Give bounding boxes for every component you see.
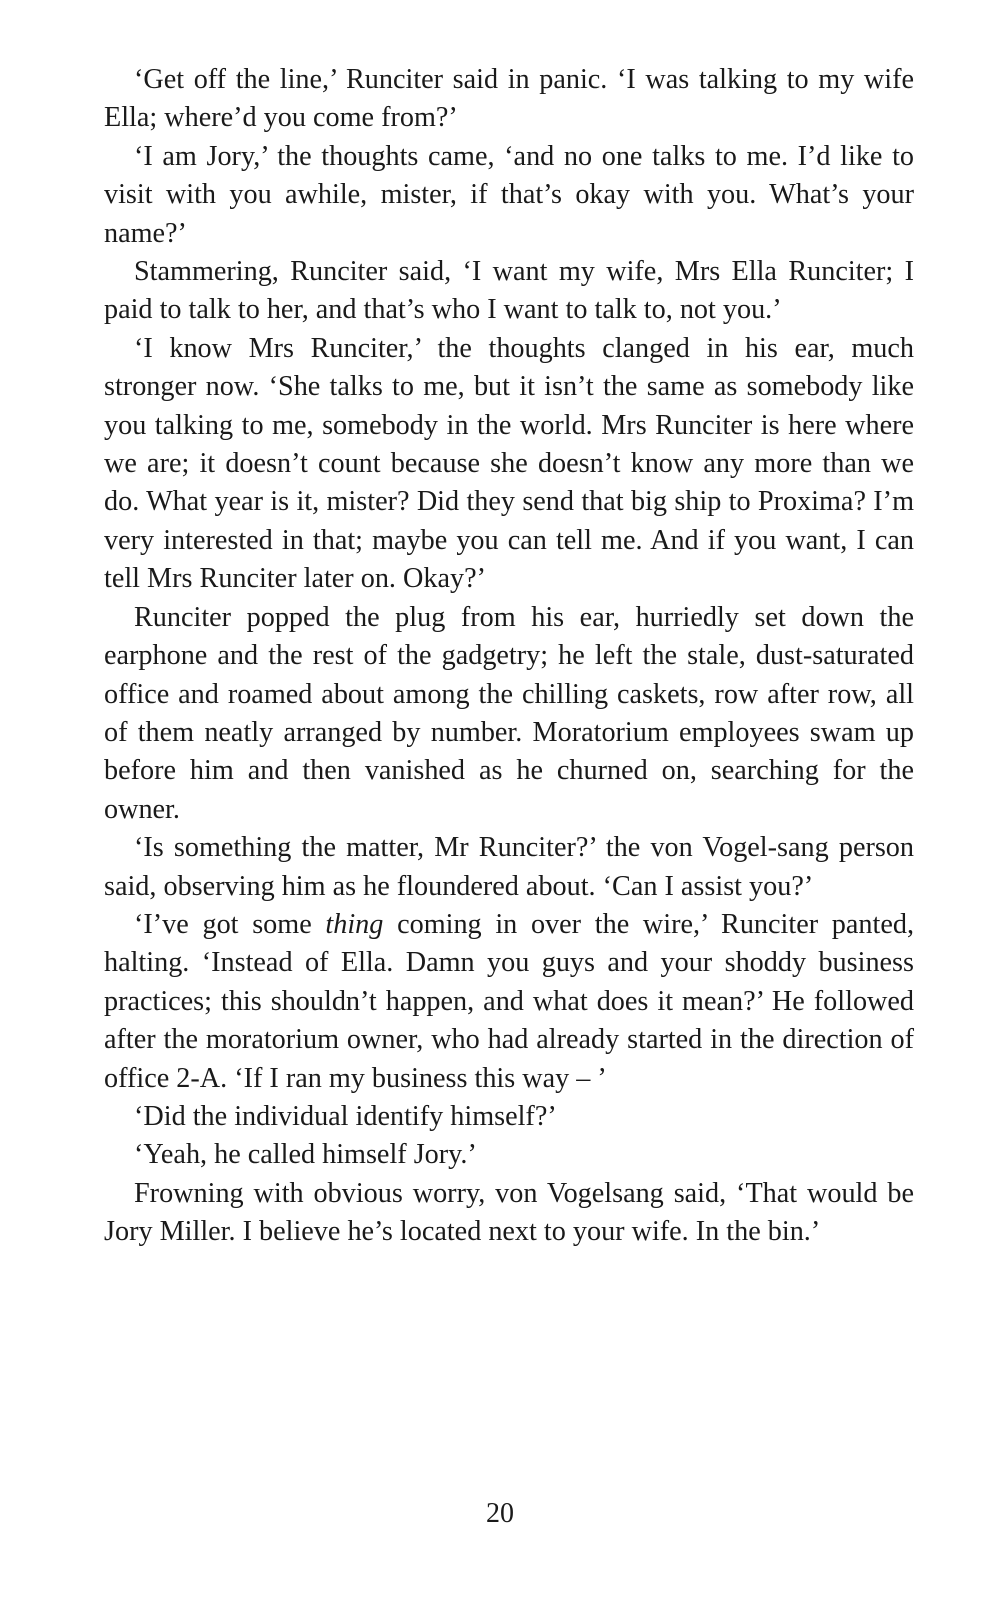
paragraph-7-before: ‘I’ve got some [134,908,326,940]
paragraph-7 [104,906,914,1098]
paragraph-8: ‘Did the individual identify himself?’ [134,1100,557,1132]
paragraph-7-after: coming in over the wire,’ Runciter panted, halting. ‘Instead of Ella. Damn you guys and your shoddy business practices; this shouldn’t happen, and what does it mean?’ He followed after the moratorium owner, who had already started in the direction of office 2-A. ‘If I ran my business this way – ’ [104,908,914,1094]
paragraph-6: ‘Is something the matter, Mr Runciter?’ the von Vogel-sang person said, observing him as he floundered about. ‘Can I assist you?’ [104,832,914,902]
paragraph-2: ‘I am Jory,’ the thoughts came, ‘and no one talks to me. I’d like to visit with you awhile, mister, if that’s okay with you. What’s your name?’ [104,140,914,249]
paragraph-5: Runciter popped the plug from his ear, hurriedly set down the earphone and the rest of the gadgetry; he left the stale, dust-saturated office and roamed about among the chilling caskets, row after row, all of them neatly arranged by number. Moratorium employees swam up before him and then vanished as he churned on, searching for the owner. [104,601,914,825]
paragraph-7-italic: thing [325,908,384,940]
paragraph-10: Frowning with obvious worry, von Vogelsang said, ‘That would be Jory Miller. I believe he’s located next to your wife. In the bin.’ [104,1177,914,1248]
paragraph-9: ‘Yeah, he called himself Jory.’ [134,1139,477,1171]
body-text [104,61,914,1252]
paragraph-3: Stammering, Runciter said, ‘I want my wife, Mrs Ella Runciter; I paid to talk to her, and that’s who I want to talk to, not you.’ [104,256,914,326]
paragraph-1: ‘Get off the line,’ Runciter said in panic. ‘I was talking to my wife Ella; where’d you come from?’ [104,64,914,134]
paragraph-4: ‘I know Mrs Runciter,’ the thoughts clanged in his ear, much stronger now. ‘She talks to me, but it isn’t the same as somebody like you talking to me, somebody in the world. Mrs Runciter is here where we are; it doesn’t count because she doesn’t know any more than we do. What year is it, mister? Did they send that big ship to Proxima? I’m very interested in that; maybe you can tell me. And if you want, I can tell Mrs Runciter later on. Okay?’ [104,332,914,595]
page-number: 20 [486,1498,514,1529]
